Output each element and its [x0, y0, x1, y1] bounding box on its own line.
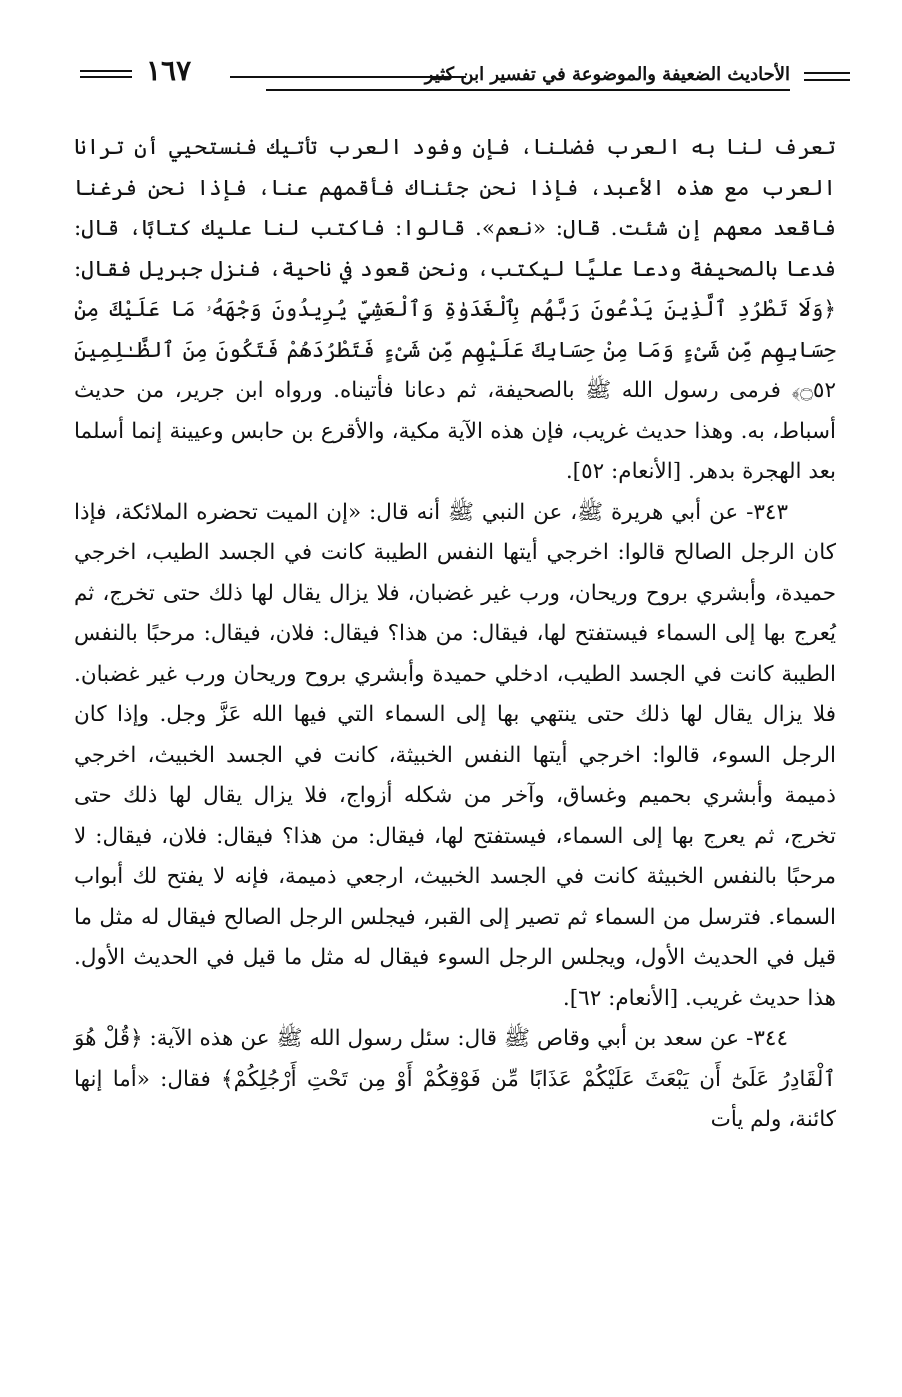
hadith-343: ٣٤٣- عن أبي هريرة ﷺ، عن النبي ﷺ أنه قال: «إن الميت تحضره الملائكة، فإذا كان الرجل الصالح قالوا: اخرجي أيتها النفس الطيبة كانت في الجسد الطيب، اخرجي حميدة، وأبشري بروح وريحان، ورب غير غضبان، فلا يزال يقال لها ذلك حتى تخرج، ثم يُعرج بها إلى السماء فيستفتح لها، فيقال: من هذا؟ فيقال: فلان، فيقال: مرحبًا بالنفس الطيبة كانت في الجسد الطيب، ادخلي حميدة وأبشري بروح وريحان ورب غير غضبان. فلا يزال يقال لها ذلك حتى ينتهي بها إلى السماء التي فيها الله عَزَّ وجل. وإذا كان الرجل السوء، قالوا: اخرجي أيتها النفس الخبيثة، كانت في الجسد الخبيث، اخرجي ذميمة وأبشري بحميم وغساق، وآخر من شكله أزواج، فلا يزال يقال لها ذلك حتى تخرج، ثم يعرج بها إلى السماء، فيستفتح لها، فيقال: من هذا؟ فيقال: فلان، فيقال: لا مرحبًا بالنفس الخبيثة كانت في الجسد الخبيث، ارجعي ذميمة، فإنه لا يفتح لك أبواب السماء. فترسل من السماء ثم تصير إلى القبر، فيجلس الرجل الصالح فيقال له مثل ما قيل في الحديث الأول، ويجلس الرجل السوء فيقال له مثل ما قيل في الحديث الأول. هذا حديث غريب. [الأنعام: ٦٢].: [74, 499, 836, 1011]
page-number: ١٦٧: [146, 54, 192, 87]
header-rule-left-bottom: [80, 76, 132, 78]
header-rule-right-bottom: [804, 79, 850, 81]
running-title: الأحاديث الضعيفة والموضوعة في تفسير ابن كثير: [424, 64, 790, 85]
header-underline: [266, 89, 790, 91]
paragraph-continuation: تعرف لنا به العرب فضلنا، فإن وفود العرب تأتيك فنستحيي أن ترانا العرب مع هذه الأعبد، فإذا نحن جئناك فأقمهم عنا، فإذا نحن فرغنا فاقعد معهم إن شئت. قال: «نعم». قالوا: فاكتب لنا عليك كتابًا، قال: فدعا بالصحيفة ودعا عليًا ليكتب، ونحن قعود في ناحية، فنزل جبريل فقال: ﴿وَلَا تَطْرُدِ ٱلَّذِينَ يَدْعُونَ رَبَّهُم بِٱلْغَدَوٰةِ وَٱلْعَشِيِّ يُرِيدُونَ وَجْهَهُۥ مَا عَلَيْكَ مِنْ حِسَابِهِم مِّن شَىْءٍ وَمَا مِنْ حِسَابِكَ عَلَيْهِم مِّن شَىْءٍ فَتَطْرُدَهُمْ فَتَكُونَ مِنَ ٱلظَّـٰلِمِينَ ۝٥٢﴾ فرمى رسول الله ﷺ بالصحيفة، ثم دعانا فأتيناه. ورواه ابن جرير، من حديث أسباط، به. وهذا حديث غريب، فإن هذه الآية مكية، والأقرع بن حابس وعيينة إنما أسلما بعد الهجرة بدهر. [الأنعام: ٥٢].: [74, 135, 836, 484]
header-rule-left-top: [80, 70, 132, 72]
page-header: [80, 54, 850, 92]
hadith-344: ٣٤٤- عن سعد بن أبي وقاص ﷺ قال: سئل رسول الله ﷺ عن هذه الآية: ﴿قُلْ هُوَ ٱلْقَادِرُ عَلَىٰٓ أَن يَبْعَثَ عَلَيْكُمْ عَذَابًا مِّن فَوْقِكُمْ أَوْ مِن تَحْتِ أَرْجُلِكُمْ﴾ فقال: «أما إنها كائنة، ولم يأت: [74, 1026, 836, 1132]
header-rule-right-top: [804, 72, 850, 74]
page-body: [74, 128, 836, 1141]
